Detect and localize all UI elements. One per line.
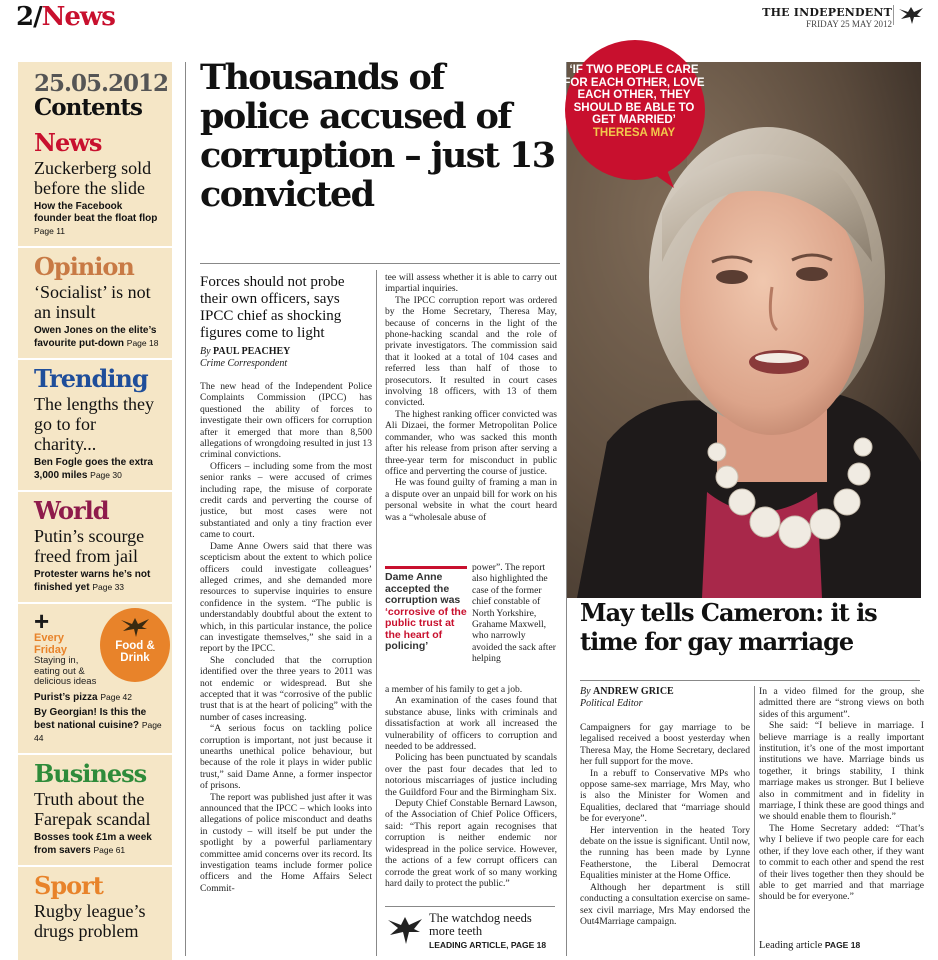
contents-section-name: Sport <box>34 871 103 900</box>
contents-sub-text: Owen Jones on the elite’s favourite put-down <box>34 325 157 349</box>
right-body-col1 <box>580 722 750 956</box>
byline-role: Crime Correspondent <box>200 358 288 369</box>
watchdog-title: The watchdog needs more teeth <box>429 911 532 938</box>
contents-section-name: Trending <box>34 364 148 393</box>
contents-sub-text: How the Facebook founder beat the float flop <box>34 201 158 224</box>
contents-sub-text: Bosses took £1m a week from savers <box>34 832 152 856</box>
right-body-col2 <box>759 686 924 934</box>
contents-divider <box>18 865 172 867</box>
pull-quote-text: Dame Anne accepted the corruption was <box>385 571 461 606</box>
masthead <box>762 6 892 29</box>
headline-rule <box>580 680 920 681</box>
body-paragraph: Dame Anne Owers said that there was scepticism about the extent to which police officers could investigate colleagues’ alleged crimes, and she demanded more resources to supervise inquiries to ensure confidence in the system. “The public is understandably doubtful about the extent to which, in this particular instance, the police can investigate themselves,” she said in a report by the IPCC. <box>200 540 372 655</box>
body-paragraph: a member of his family to get a job. <box>385 684 523 695</box>
contents-date: 25.05.2012 <box>34 70 169 97</box>
contents-page-ref: Page 30 <box>90 470 122 480</box>
quote-attribution: THERESA MAY <box>592 126 676 139</box>
byline-author: PAUL PEACHEY <box>213 346 291 357</box>
body-paragraph: Deputy Chief Constable Bernard Lawson, of the Association of Chief Police Officers, said: “This report again recognises that corruption is neither endemic nor widespread in the police service. However, the actions of a few corrupt officers can corrode the great work of so many working hard daily to protect the public.” <box>385 798 557 889</box>
contents-divider <box>18 358 172 360</box>
byline-role: Political Editor <box>580 698 643 709</box>
contents-divider <box>18 753 172 755</box>
every-friday-desc: Staying in, eating out & delicious ideas <box>34 655 97 687</box>
eagle-icon <box>387 914 423 946</box>
body-paragraph: power”. The report also highlighted the case of the former chief constable of North Yorkshire, Grahame Maxwell, who narrowly avoided the sack after helping <box>472 562 556 665</box>
contents-section-name: News <box>34 128 102 157</box>
body-paragraph: In a rebuff to Conservative MPs who oppose same-sex marriage, Mrs May, who is also the Minister for Women and Equalities, declared that “marriage should be for everyone”. <box>580 767 750 825</box>
contents-divider <box>18 602 172 604</box>
contents-item-business[interactable] <box>34 761 162 857</box>
plus-icon: + <box>34 606 50 636</box>
contents-sub-text: Purist’s pizza <box>34 692 98 703</box>
body-paragraph: The IPCC corruption report was ordered by the Home Secretary, Theresa May, because of concerns in the light of the phone-hacking scandal and the role of private investigators. The commission said that it looked at a total of 104 cases and referred less than half of those to prosecutors. It resulted in court cases involving 18 officers, with 13 of them convicted. <box>385 294 557 409</box>
pull-quote-highlight: ‘corrosive of the public trust at the heart of <box>385 605 467 641</box>
masthead-title: THE INDEPENDENT <box>762 6 892 19</box>
contents-headline: Zuckerberg sold before the slide <box>34 158 152 198</box>
body-paragraph: She concluded that the corruption identified over the three years to 2011 was not endemic or widespread. But she accepted that it was “corrosive of the public trust that is at the heart of policing” with the number of cases increasing. <box>200 654 372 723</box>
section-label <box>16 2 115 32</box>
headline-rule <box>200 263 560 264</box>
contents-headline: Truth about the Farepak scandal <box>34 789 151 829</box>
pull-quote <box>385 566 467 653</box>
page-number: 2 <box>16 2 34 32</box>
body-paragraph: “A serious focus on tackling police corruption is important, not just because it unearths unethical police behaviour, but because of the role it plays in wider public trust,” said Dame Anne, a former inspector of prisons. <box>200 723 372 792</box>
contents-subline <box>34 201 162 238</box>
lead-headline[interactable]: Thousands of police accused of corruption – just 13 convicted <box>200 57 555 215</box>
body-paragraph: The Home Secretary added: “That’s why I believe if two people care for each other, if they love each other, if they want to commit to each other and spend the rest of their lives together then they should be able to get married and that marriage should be for everyone.” <box>759 822 924 903</box>
contents-title: Contents <box>34 94 142 121</box>
byline-author: ANDREW GRICE <box>593 686 674 697</box>
contents-divider <box>18 246 172 248</box>
contents-item-trending[interactable] <box>34 366 162 482</box>
contents-subline <box>34 457 162 482</box>
body-paragraph: The new head of the Independent Police Complaints Commission (IPCC) has questioned the ability of forces to investigate their own officers for corruption after it emerged that more than 8,500 allegations of wrongdoing resulted in just 13 criminal convictions. <box>200 381 372 461</box>
column-divider <box>376 270 377 956</box>
watchdog-ref: LEADING ARTICLE, PAGE 18 <box>429 940 547 950</box>
body-paragraph: Officers – including some from the most senior ranks – were accused of crimes including rape, the misuse of corporate credit cards and perverting the course of justice, but most cases were not substantiated and only a tiny fraction ever came to court. <box>200 460 372 541</box>
contents-section-name: World <box>34 496 109 525</box>
contents-headline: The lengths they go to for charity... <box>34 394 154 454</box>
pull-quote-end: policing’ <box>385 640 429 652</box>
contents-subline <box>34 569 162 594</box>
contents-item-news[interactable] <box>34 130 162 238</box>
body-paragraph: Policing has been punctuated by scandals over the past four decades that led to notorious miscarriages of justice including the Guildford Four and the Birmingham Six. <box>385 752 557 798</box>
masthead-divider <box>893 5 894 25</box>
food-drink-badge <box>100 608 170 682</box>
contents-sub-text: Ben Fogle goes the extra 3,000 miles <box>34 457 153 481</box>
contents-headline: Putin’s scourge freed from jail <box>34 526 145 566</box>
body-paragraph: tee will assess whether it is able to carry out impartial inquiries. <box>385 272 557 295</box>
body-paragraph: Her intervention in the heated Tory debate on the issue is significant. Until now, the running has been made by Lynne Featherstone, the Liberal Democrat Equalities minister at the Home Office. <box>580 824 750 882</box>
lead-standfirst: Forces should not probe their own officers, says IPCC chief as shocking figures come to light <box>200 274 345 341</box>
contents-page-ref: Page 42 <box>100 692 132 702</box>
contents-subline[interactable] <box>34 707 162 745</box>
body-paragraph: In a video filmed for the group, she admitted there are “strong views on both sides of this argument”. <box>759 686 924 720</box>
contents-item-sport[interactable] <box>34 873 162 941</box>
contents-sidebar <box>18 62 172 960</box>
masthead-date: FRIDAY 25 MAY 2012 <box>806 19 892 29</box>
leading-article-link[interactable] <box>759 940 860 951</box>
right-headline[interactable]: May tells Cameron: it is time for gay marriage <box>580 598 877 656</box>
contents-subline[interactable] <box>34 691 162 704</box>
food-drink-label: Food & Drink <box>115 640 155 664</box>
leading-article-page: PAGE 18 <box>824 940 861 950</box>
contents-headline: ‘Socialist’ is not an insult <box>34 282 151 322</box>
contents-page-ref: Page 44 <box>34 720 162 743</box>
every-friday-label: Every Friday <box>34 632 68 656</box>
contents-headline: Rugby league’s drugs problem <box>34 901 146 941</box>
lead-byline <box>200 346 372 370</box>
right-byline <box>580 686 750 710</box>
quote-bubble-text <box>562 64 706 139</box>
lead-body-col1 <box>200 381 372 956</box>
quote-text: ‘IF TWO PEOPLE CARE FOR EACH OTHER, LOVE EACH OTHER, THEY SHOULD BE ABLE TO GET MARRIED’ <box>563 64 705 126</box>
body-paragraph: The report was published just after it was announced that the IPCC – which looks into allegations of police misconduct and deaths in custody – will itself be put under the spotlight by a powerful parliamentary committee amid concerns over its record. Its investigation teams include former police officers and the Home Affairs Select Commit- <box>200 791 372 894</box>
contents-sub-text: Protester warns he’s not finished yet <box>34 569 151 593</box>
body-paragraph: He was found guilty of framing a man in a dispute over an unpaid bill for work on his personal website in what the court heard was a “wholesale abuse of <box>385 477 557 523</box>
lead-body-col2-bottom <box>385 684 557 908</box>
contents-page-ref: Page 18 <box>126 338 159 348</box>
lead-body-wrap <box>472 562 558 680</box>
body-paragraph: The highest ranking officer convicted was Ali Dizaei, the former Metropolitan Police commander, who was sacked this month after his release from prison after serving a three-year term for misconduct in public office and perverting the course of justice. <box>385 408 557 477</box>
contents-item-opinion[interactable] <box>34 254 162 350</box>
crossref-rule <box>385 906 555 907</box>
body-paragraph: Although her department is still conducting a consultation exercise on same-sex civil marriage, Mrs May endorsed the Out4Marriage campaign. <box>580 881 750 927</box>
column-divider <box>754 686 755 956</box>
contents-subline <box>34 325 162 350</box>
contents-item-world[interactable] <box>34 498 162 594</box>
section-name: News <box>41 2 115 32</box>
body-paragraph: An examination of the cases found that substance abuse, links with criminals and dissatisfaction at work all increased the vulnerability of officers to corruption and needed to be addressed. <box>385 695 557 753</box>
contents-page-ref: Page 11 <box>34 226 66 236</box>
every-friday-promo[interactable] <box>34 606 162 688</box>
contents-subline <box>34 832 162 857</box>
body-paragraph: Campaigners for gay marriage to be legalised received a boost yesterday when Theresa May, the Home Secretary, declared her full support for the move. <box>580 722 750 768</box>
byline-by: By <box>580 686 591 697</box>
contents-divider <box>18 490 172 492</box>
contents-section-name: Opinion <box>34 252 134 281</box>
section-slash: / <box>33 2 42 32</box>
column-divider <box>185 62 186 956</box>
body-paragraph: She said: “I believe in marriage. I believe marriage is a really important institution, it’s one of the most important institutions we have. Marriage binds us together, it brings stability, I think marriage makes us stronger. But I believe also in commitment and in fidelity in marriage, I think these are good things and we should enable them to flourish.” <box>759 720 924 823</box>
contents-page-ref: Page 33 <box>92 582 125 592</box>
eagle-icon <box>898 4 924 26</box>
leading-article-label: Leading article <box>759 940 823 951</box>
watchdog-crossref[interactable] <box>385 910 555 956</box>
byline-by: By <box>200 346 211 357</box>
contents-page-ref: Page 61 <box>93 845 126 855</box>
contents-sub-text: By Georgian! Is this the best national cuisine? <box>34 707 147 731</box>
eagle-icon <box>120 616 150 638</box>
contents-section-name: Business <box>34 759 147 788</box>
lead-body-col2-top <box>385 272 557 560</box>
